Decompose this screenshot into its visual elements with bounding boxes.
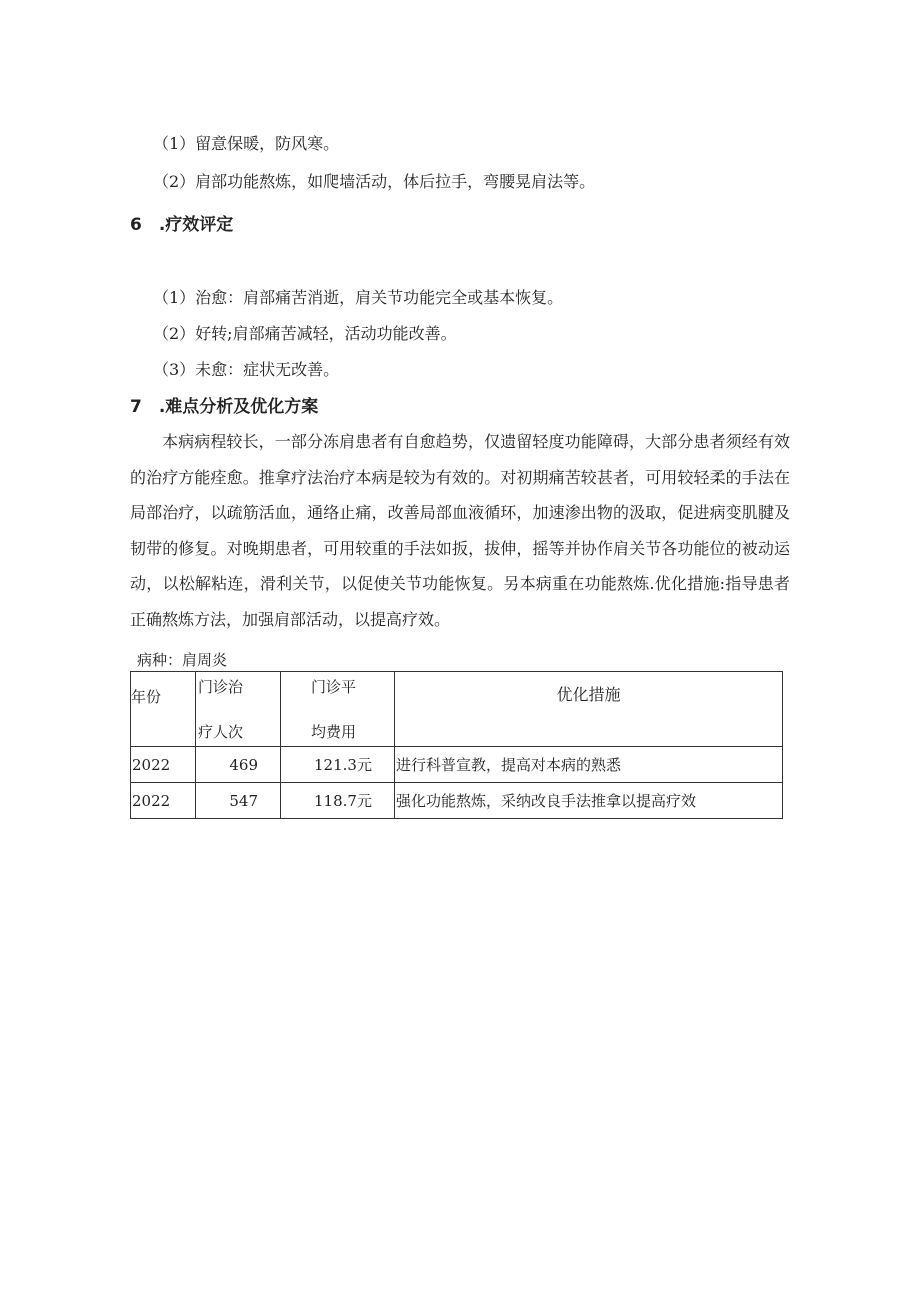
cell-cost: 121.3元 (281, 747, 395, 783)
table-row (131, 747, 783, 783)
care-item-1: （1）留意保暖，防风寒。 (153, 134, 340, 153)
cell-measure: 强化功能熬炼，采纳改良手法推拿以提高疗效 (395, 783, 783, 819)
header-year: 年份 (131, 672, 196, 747)
table-header-row (131, 672, 783, 747)
cell-visits: 547 (196, 783, 281, 819)
section-6-heading: 6 .疗效评定 (130, 215, 234, 235)
care-item-2: （2）肩部功能熬炼，如爬墙活动，体后拉手，弯腰晃肩法等。 (153, 172, 596, 191)
cell-measure: 进行科普宣教，提高对本病的熟悉 (395, 747, 783, 783)
cell-year: 2022 (131, 747, 196, 783)
efficacy-item-1: （1）治愈：肩部痛苦消逝，肩关节功能完全或基本恢复。 (153, 288, 564, 307)
efficacy-item-3: （3）未愈：症状无改善。 (153, 360, 340, 379)
header-cost-line2: 均费用 (311, 723, 357, 741)
header-measures: 优化措施 (395, 672, 783, 747)
table-row (131, 783, 783, 819)
efficacy-item-2: （2）好转;肩部痛苦减轻，活动功能改善。 (153, 324, 457, 343)
header-visits-line2: 疗人次 (198, 723, 244, 741)
section-7-heading: 7 .难点分析及优化方案 (130, 397, 319, 417)
header-cost (281, 672, 395, 747)
cell-visits: 469 (196, 747, 281, 783)
optimization-table (130, 671, 783, 819)
cell-year: 2022 (131, 783, 196, 819)
header-cost-line1: 门诊平 (311, 678, 357, 696)
header-visits-line1: 门诊治 (198, 678, 244, 696)
analysis-paragraph: 本病病程较长，一部分冻肩患者有自愈趋势，仅遗留轻度功能障碍，大部分患者须经有效的治疗方能痊愈。推拿疗法治疗本病是较为有效的。对初期痛苦较甚者，可用较轻柔的手法在局部治疗，以疏筋活血，通络止痛，改善局部血液循环，加速渗出物的汲取，促进病变肌腱及韧带的修复。对晚期患者，可用较重的手法如扳，拔伸，摇等并协作肩关节各功能位的被动运动，以松解粘连，滑利关节，以促使关节功能恢复。另本病重在功能熬炼.优化措施:指导患者正确熬炼方法，加强肩部活动，以提高疗效。 (130, 432, 790, 629)
cell-cost: 118.7元 (281, 783, 395, 819)
table-caption: 病种：肩周炎 (137, 651, 228, 669)
header-visits (196, 672, 281, 747)
